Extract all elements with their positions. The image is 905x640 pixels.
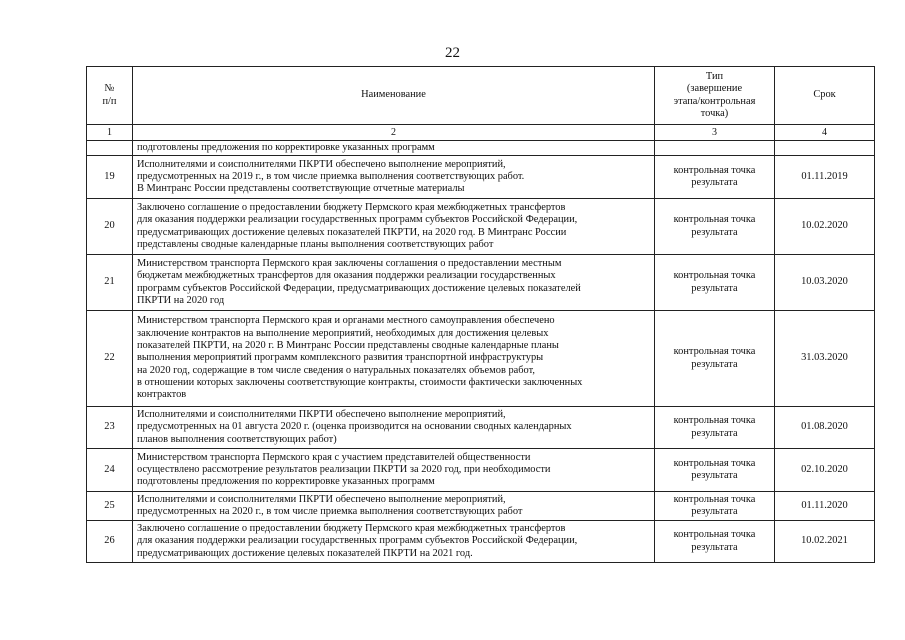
description-line: предусмотренных на 2020 г., в том числе приемка выполнения соответствующих работ (137, 506, 523, 517)
type-line: результата (691, 226, 738, 238)
continuation-text: подготовлены предложения по корректировке указанных программ (133, 141, 655, 156)
header-type-line: точка) (700, 107, 729, 119)
table-row (87, 311, 875, 407)
description-line: в отношении которых заключены соответствующие контракты, стоимости фактически заключенных (137, 376, 583, 388)
description-line: Министерством транспорта Пермского края заключены соглашения о предоставлении местным (137, 257, 562, 269)
type-line: контрольная точка (673, 346, 756, 358)
table-row (87, 521, 875, 563)
type-line: контрольная точка (673, 415, 756, 427)
header-type (655, 67, 775, 125)
row-description (133, 199, 655, 255)
row-deadline: 10.02.2020 (775, 199, 875, 255)
type-line: результата (691, 282, 738, 294)
continuation-num-cell (87, 141, 133, 156)
row-type (655, 521, 775, 563)
description-line: представлены сводные календарные планы выполнения соответствующих работ (137, 238, 494, 250)
continuation-date-cell (775, 141, 875, 156)
row-number: 19 (87, 156, 133, 199)
row-description (133, 407, 655, 449)
description-line: бюджетам межбюджетных трансфертов для оказания поддержки реализации государственных (137, 270, 556, 282)
description-line: заключение контрактов на выполнение мероприятий, необходимых для достижения целевых (137, 327, 549, 339)
header-type-line: (завершение (686, 83, 743, 95)
description-line: предусматривающих достижение целевых показателей ПКРТИ на 2021 год. (137, 547, 473, 559)
row-type (655, 311, 775, 407)
row-type (655, 199, 775, 255)
description-line: ПКРТИ на 2020 год (137, 294, 225, 306)
description-line: показателей ПКРТИ, на 2020 г. В Минтранс России представлены сводные календарные планы (137, 340, 559, 352)
header-type-line: Тип (705, 70, 724, 82)
description-line: Министерством транспорта Пермского края с участием представителей общественности (137, 451, 531, 463)
schedule-table (86, 66, 875, 563)
table-row (87, 492, 875, 521)
row-type (655, 492, 775, 521)
column-index: 1 (87, 125, 133, 141)
column-index-row (87, 125, 875, 141)
column-index: 3 (655, 125, 775, 141)
row-deadline: 31.03.2020 (775, 311, 875, 407)
description-line: выполнения мероприятий программ комплексного развития транспортной инфраструктуры (137, 352, 544, 364)
description-line: на 2020 год, содержащие в том числе сведения о натуральных показателях объемов работ, (137, 364, 535, 376)
row-deadline: 10.02.2021 (775, 521, 875, 563)
row-type (655, 407, 775, 449)
description-line: осуществлено рассмотрение результатов реализации ПКРТИ за 2020 год, при необходимости (137, 463, 551, 475)
continuation-row (87, 141, 875, 156)
table-row (87, 407, 875, 449)
table-row (87, 199, 875, 255)
description-line: Исполнителями и соисполнителями ПКРТИ обеспечено выполнение мероприятий, (137, 158, 506, 170)
description-line: контрактов (137, 389, 187, 401)
row-number: 26 (87, 521, 133, 563)
description-line: планов выполнения соответствующих работ) (137, 433, 337, 445)
header-number-line: № (104, 83, 115, 95)
column-index: 2 (133, 125, 655, 141)
description-line: подготовлены предложения по корректировке указанных программ (137, 476, 435, 488)
row-description (133, 156, 655, 199)
description-line: для оказания поддержки реализации государственных программ субъектов Российской Федерации, (137, 535, 578, 547)
description-line: предусматривающих достижение целевых показателей ПКРТИ, на 2020 год. В Минтранс России (137, 226, 567, 238)
row-type (655, 156, 775, 199)
row-description (133, 311, 655, 407)
row-description (133, 492, 655, 521)
type-line: результата (691, 427, 738, 439)
type-line: результата (691, 506, 738, 517)
row-number: 23 (87, 407, 133, 449)
row-type (655, 449, 775, 492)
row-number: 20 (87, 199, 133, 255)
type-line: контрольная точка (673, 493, 756, 505)
type-line: контрольная точка (673, 164, 756, 176)
description-line: для оказания поддержки реализации государственных программ субъектов Российской Федерации, (137, 214, 578, 226)
row-description (133, 521, 655, 563)
row-deadline: 01.11.2019 (775, 156, 875, 199)
type-line: контрольная точка (673, 529, 756, 541)
description-line: Заключено соглашение о предоставлении бюджету Пермского края межбюджетных трансфертов (137, 523, 566, 535)
row-deadline: 01.08.2020 (775, 407, 875, 449)
header-number (87, 67, 133, 125)
description-line: Исполнителями и соисполнителями ПКРТИ обеспечено выполнение мероприятий, (137, 409, 506, 421)
description-line: Исполнителями и соисполнителями ПКРТИ обеспечено выполнение мероприятий, (137, 493, 506, 505)
row-number: 24 (87, 449, 133, 492)
header-number-line: п/п (102, 95, 117, 107)
column-index: 4 (775, 125, 875, 141)
type-line: результата (691, 470, 738, 481)
type-line: контрольная точка (673, 214, 756, 226)
type-line: результата (691, 358, 738, 370)
table-row (87, 449, 875, 492)
row-number: 21 (87, 255, 133, 311)
header-type-line: этапа/контрольная (673, 95, 756, 107)
table-header-row (87, 67, 875, 125)
type-line: результата (691, 177, 738, 188)
description-line: Министерством транспорта Пермского края и органами местного самоуправления обеспечено (137, 315, 555, 327)
row-deadline: 10.03.2020 (775, 255, 875, 311)
row-deadline: 01.11.2020 (775, 492, 875, 521)
table-row (87, 255, 875, 311)
row-deadline: 02.10.2020 (775, 449, 875, 492)
description-line: предусмотренных на 2019 г., в том числе приемка выполнения соответствующих работ. (137, 170, 525, 182)
row-number: 22 (87, 311, 133, 407)
continuation-type-cell (655, 141, 775, 156)
description-line: В Минтранс России представлены соответствующие отчетные материалы (137, 183, 465, 195)
row-description (133, 449, 655, 492)
row-description (133, 255, 655, 311)
page-number: 22 (445, 45, 460, 61)
description-line: предусмотренных на 01 августа 2020 г. (оценка производится на основании сводных календарных (137, 421, 572, 433)
description-line: Заключено соглашение о предоставлении бюджету Пермского края межбюджетных трансфертов (137, 201, 566, 213)
type-line: результата (691, 541, 738, 553)
description-line: программ субъектов Российской Федерации, предусматривающих достижение целевых показателей (137, 282, 581, 294)
type-line: контрольная точка (673, 457, 756, 469)
row-type (655, 255, 775, 311)
row-number: 25 (87, 492, 133, 521)
type-line: контрольная точка (673, 270, 756, 282)
table-row (87, 156, 875, 199)
header-date: Срок (775, 67, 875, 125)
header-name: Наименование (133, 67, 655, 125)
